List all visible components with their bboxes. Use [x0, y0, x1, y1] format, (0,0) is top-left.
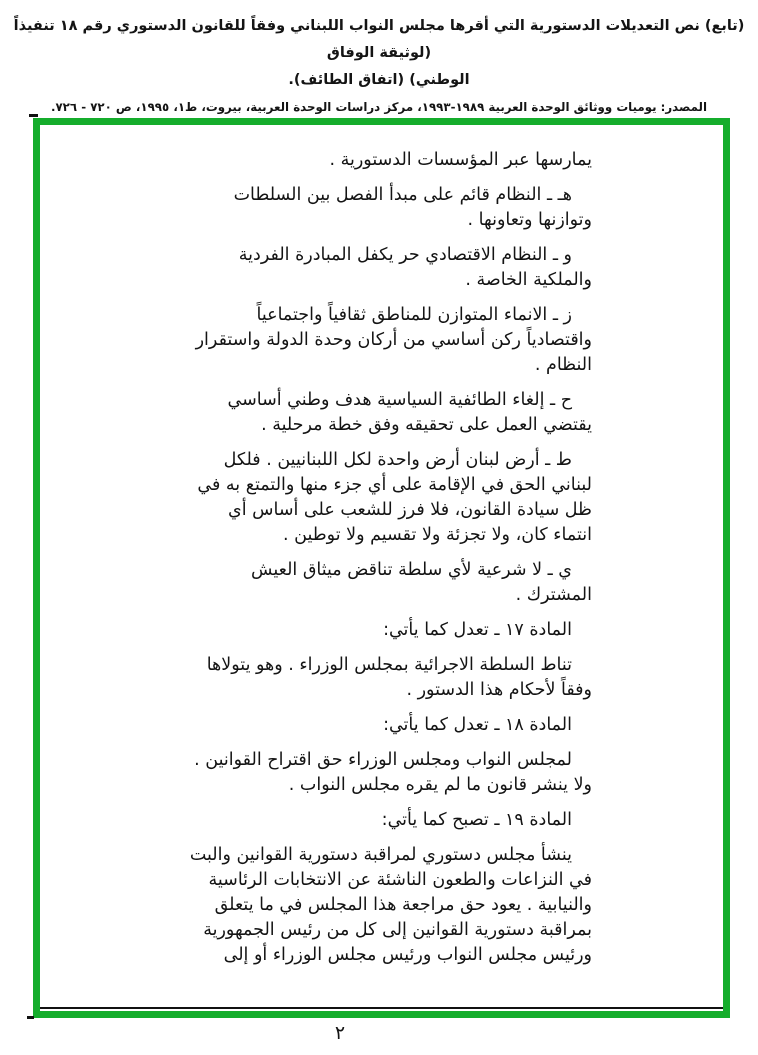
paragraph: [88, 243, 592, 293]
text-line: والملكية الخاصة .: [465, 270, 592, 290]
text-line: انتماء كان، ولا تجزئة ولا تقسيم ولا توطين .: [283, 525, 592, 545]
text-line: النظام .: [534, 355, 592, 375]
paragraph: [88, 448, 592, 548]
text-line: ي ـ لا شرعية لأي سلطة تناقض ميثاق العيش: [251, 560, 572, 580]
text-line: يمارسها عبر المؤسسات الدستورية .: [329, 150, 592, 170]
text-line: ز ـ الانماء المتوازن للمناطق ثقافياً واجتماعياً: [256, 305, 572, 325]
document-body: [88, 148, 592, 978]
text-line: تناط السلطة الاجرائية بمجلس الوزراء . وهو يتولاها: [206, 655, 572, 675]
paragraph: [88, 148, 592, 173]
text-line: والنيابية . يعود حق مراجعة هذا المجلس في ما يتعلق: [214, 895, 592, 915]
paragraph: [88, 558, 592, 608]
source-citation: المصدر: يوميات ووثائق الوحدة العربية ١٩٨٩-١٩٩٣، مركز دراسات الوحدة العربية، بيروت، ط١، ١٩٩٥، ص ٧٢٠ - ٧٢٦.: [51, 100, 707, 114]
text-line: المادة ١٨ ـ تعدل كما يأتي:: [383, 715, 572, 735]
article-heading-paragraph: [88, 713, 592, 738]
paragraph: [88, 843, 592, 968]
text-line: ظل سيادة القانون، فلا فرز للشعب على أساس أي: [228, 500, 592, 520]
text-line: لمجلس النواب ومجلس الوزراء حق اقتراح القوانين .: [194, 750, 572, 770]
paragraph: [88, 653, 592, 703]
document-header: [8, 13, 750, 118]
text-line: واقتصادياً ركن أساسي من أركان وحدة الدولة واستقرار: [195, 330, 592, 350]
text-line: و ـ النظام الاقتصادي حر يكفل المبادرة الفردية: [238, 245, 572, 265]
text-line: ط ـ أرض لبنان أرض واحدة لكل اللبنانيين . فلكل: [223, 450, 572, 470]
page-number: ٢: [334, 1022, 346, 1044]
text-line: ولا ينشر قانون ما لم يقره مجلس النواب .: [288, 775, 592, 795]
text-line: بمراقبة دستورية القوانين إلى كل من رئيس الجمهورية: [203, 920, 592, 940]
text-line: وتوازنها وتعاونها .: [467, 210, 592, 230]
article-heading-paragraph: [88, 808, 592, 833]
scan-artifact-tick-top-left: [29, 114, 38, 117]
paragraph: [88, 748, 592, 798]
scan-artifact-bottom-rule: [40, 1007, 723, 1009]
article-heading-paragraph: [88, 618, 592, 643]
text-line: ورئيس مجلس النواب ورئيس مجلس الوزراء أو إلى: [223, 945, 592, 965]
text-line: المادة ١٩ ـ تصبح كما يأتي:: [381, 810, 572, 830]
paragraph: [88, 183, 592, 233]
text-line: المادة ١٧ ـ تعدل كما يأتي:: [383, 620, 572, 640]
text-line: في النزاعات والطعون الناشئة عن الانتخابات الرئاسية: [208, 870, 592, 890]
text-line: المشترك .: [515, 585, 592, 605]
paragraph: [88, 388, 592, 438]
text-line: يقتضي العمل على تحقيقه وفق خطة مرحلية .: [261, 415, 592, 435]
scan-artifact-tick-bottom-left: [27, 1016, 34, 1019]
text-line: لبناني الحق في الإقامة على أي جزء منها والتمتع به في: [197, 475, 592, 495]
paragraph: [88, 303, 592, 378]
title-line-1: (تابع) نص التعديلات الدستورية التي أقرها مجلس النواب اللبناني وفقاً للقانون الدستوري رقم ١٨ تنفيذاً (لوثيقة الوفاق: [13, 18, 745, 61]
title-line-2: الوطني) (اتفاق الطائف).: [288, 72, 470, 88]
text-line: هـ ـ النظام قائم على مبدأ الفصل بين السلطات: [233, 185, 572, 205]
text-line: ح ـ إلغاء الطائفية السياسية هدف وطني أساسي: [227, 390, 572, 410]
text-line: وفقاً لأحكام هذا الدستور .: [406, 680, 592, 700]
text-line: ينشأ مجلس دستوري لمراقبة دستورية القوانين والبت: [189, 845, 572, 865]
